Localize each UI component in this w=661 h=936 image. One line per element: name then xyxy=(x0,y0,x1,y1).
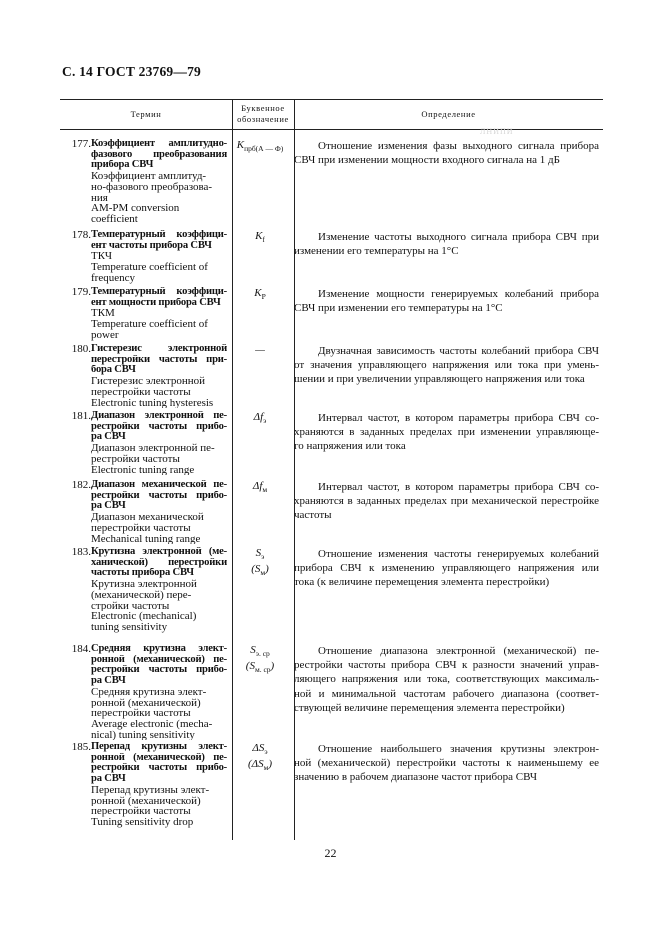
column-header-definition: Определение xyxy=(421,108,476,119)
term-synonym-line: power xyxy=(91,329,119,341)
term-number: 179. xyxy=(71,286,91,298)
definition-line: СВЧ при изменении мощности входного сигнала на 1 дБ xyxy=(294,154,560,167)
term-name-line: Гистерезис электронной xyxy=(91,344,227,354)
column-divider xyxy=(232,99,233,840)
term-synonym-line: coefficient xyxy=(91,213,138,225)
term-number: 184. xyxy=(71,643,91,655)
term-synonym-line: перестройки частоты xyxy=(91,386,191,398)
definition-line: ной и минимальной частотам рабочего диапазона (соответ- xyxy=(294,687,599,700)
term-name-line: рестройки частоты прибо- xyxy=(91,421,227,432)
term-name-line: Коэффициент амплитудно- xyxy=(91,139,227,149)
term-synonym-line: Electronic tuning range xyxy=(91,464,195,476)
term-synonym-line: Диапазон электронной пе- xyxy=(91,443,215,454)
term-name-line: Перепад крутизны элект- xyxy=(91,742,227,752)
term-synonym-line: Гистерезис электронной xyxy=(91,376,205,387)
term-synonym-line: Коэффициент амплитуд- xyxy=(91,171,207,182)
symbol-cell: $\Delta S_э$ $(\Delta S_м)$ xyxy=(247,742,273,772)
definition-cell xyxy=(294,287,599,315)
definition-line: СВЧ при изменении его температуры на 1°С xyxy=(294,302,503,315)
term-synonym-line: Temperature coefficient of xyxy=(91,319,208,330)
definition-line: го напряжения или тока xyxy=(294,440,406,453)
term-synonym-line: Крутизна электронной xyxy=(91,579,197,590)
term-synonym-line: (механической) пере- xyxy=(91,589,192,601)
term-number: 183. xyxy=(71,546,91,558)
symbol-cell xyxy=(232,344,288,356)
term-name-line: рестройки частоты прибо- xyxy=(91,665,227,676)
term-name-line: частоты прибора СВЧ xyxy=(91,568,194,579)
definition-line: прибора СВЧ к изменению управляющего напряжения или xyxy=(294,562,599,575)
term-synonym-line: Перепад крутизны элект- xyxy=(91,784,210,796)
definition-line: ной (механической) перестройки частоты к наименьшему ее xyxy=(294,757,599,770)
symbol-alt-main: S xyxy=(254,563,261,575)
term-name-line: перестройки частоты при- xyxy=(91,354,227,365)
term-synonym-line: ТКМ xyxy=(91,308,115,320)
term-synonym-line: Average electronic (mecha- xyxy=(91,718,213,730)
definition-line: Отношение изменения частоты генерируемых колебаний xyxy=(318,548,599,560)
symbol-subscript: э. ср xyxy=(255,649,270,658)
term-synonym-line: рестройки частоты xyxy=(91,453,180,465)
definition-cell xyxy=(294,644,599,715)
term-name-line: ронной (механической) пе- xyxy=(91,752,227,763)
symbol-cell xyxy=(232,230,288,246)
column-divider xyxy=(294,99,295,840)
term-synonym-line: tuning sensitivity xyxy=(91,621,168,633)
term-name-line: ра СВЧ xyxy=(91,676,126,687)
definition-cell xyxy=(294,742,599,785)
term-synonym-line: nical) tuning sensitivity xyxy=(91,729,195,741)
definition-line: ствующей величине перемещения элемента перестройки) xyxy=(294,701,565,714)
term-number: 182. xyxy=(71,479,91,491)
definition-cell xyxy=(294,230,599,258)
term-name-line: Температурный коэффици- xyxy=(91,287,227,297)
column-header-symbol: Буквенное обозначение xyxy=(237,103,289,124)
symbol-subscript: э xyxy=(263,416,267,425)
definition-cell xyxy=(294,139,599,167)
term-name-line: ра СВЧ xyxy=(91,774,126,785)
symbol-main: Δf xyxy=(252,480,263,492)
definition-line: Двузначная зависимость частоты колебаний прибора СВЧ xyxy=(318,345,599,357)
definition-line: ляющего напряжения или тока, соответствующих максималь- xyxy=(294,673,599,686)
term-name-line: ра СВЧ xyxy=(91,432,126,443)
definition-line: от значения управляющего напряжения или тока при умень- xyxy=(294,359,599,372)
term-synonym-line: Electronic tuning hysteresis xyxy=(91,397,214,409)
term-synonym-line: но-фазового преобразова- xyxy=(91,181,213,193)
symbol-alt-subscript: м. ср xyxy=(254,665,271,674)
term-name-line: ханической) перестройки xyxy=(91,557,227,568)
definition-line: Отношение наибольшего значения крутизны электрон- xyxy=(318,743,599,755)
term-number: 177. xyxy=(71,138,91,150)
symbol-main: Δf xyxy=(253,411,264,423)
term-synonym-line: перестройки частоты xyxy=(91,708,191,719)
symbol-alt-main: ΔS xyxy=(251,758,264,770)
definition-line: Изменение мощности генерируемых колебаний прибора xyxy=(318,288,599,300)
term-synonym-line: AM-PM conversion xyxy=(91,203,180,214)
term-synonym-line: перестройки частоты xyxy=(91,522,191,534)
term-number: 178. xyxy=(71,229,91,241)
term-synonym-line: Temperature coefficient of xyxy=(91,262,208,273)
term-number: 180. xyxy=(71,343,91,355)
symbol-cell: $S_э$ $(S_м)$ xyxy=(251,547,269,577)
symbol-cell: $S_{э. ср}$ $(S_{м. ср})$ xyxy=(245,644,275,674)
term-name-line: рестройки частоты прибо- xyxy=(91,490,227,501)
symbol-alt-main: S xyxy=(249,660,255,672)
term-synonym-line: Диапазон механической xyxy=(91,512,204,523)
page-title: С. 14 ГОСТ 23769—79 xyxy=(62,64,201,79)
symbol-subscript: f xyxy=(262,235,265,244)
definition-line: Интервал частот, в котором параметры прибора СВЧ со- xyxy=(318,412,599,424)
term-name-line: Диапазон электронной пе- xyxy=(91,411,227,421)
term-synonym-line: ронной (механической) xyxy=(91,697,201,709)
term-synonym-line: Tuning sensitivity drop xyxy=(91,816,194,828)
symbol-cell xyxy=(232,139,288,155)
term-name-line: Средняя крутизна элект- xyxy=(91,644,227,654)
term-synonym-line: Средняя крутизна элект- xyxy=(91,686,207,698)
definition-cell xyxy=(294,480,599,523)
definition-line: частоты xyxy=(294,509,332,522)
symbol-main: K xyxy=(255,230,263,242)
definition-cell xyxy=(294,411,599,454)
symbol-main: K xyxy=(236,139,245,151)
term-synonym-line: ТКЧ xyxy=(91,251,113,263)
term-name-line: бора СВЧ xyxy=(91,365,136,376)
definition-line: Отношение диапазона электронной (механической) пе- xyxy=(318,645,599,657)
term-name-line: ра СВЧ xyxy=(91,501,126,512)
symbol-subscript: P xyxy=(261,292,266,301)
symbol-alt-subscript: м xyxy=(260,568,266,577)
definition-line: Изменение частоты выходного сигнала прибора СВЧ при xyxy=(318,231,599,243)
definition-line: значению в рабочем диапазоне частот прибора СВЧ xyxy=(294,771,538,784)
symbol-main: K xyxy=(254,287,262,299)
term-synonym-line: перестройки частоты xyxy=(91,806,191,817)
term-name-line: Температурный коэффици- xyxy=(91,230,227,240)
symbol-cell xyxy=(232,287,288,303)
symbol-alt-subscript: м xyxy=(263,763,269,772)
term-name-line: прибора СВЧ xyxy=(91,160,154,171)
symbol-subscript: прб(А — Ф) xyxy=(244,144,284,153)
term-synonym-line: frequency xyxy=(91,272,135,284)
table-header-rule xyxy=(60,129,603,130)
term-name-line: рестройки частоты прибо- xyxy=(91,763,227,774)
term-synonym-line: стройки частоты xyxy=(91,600,170,612)
definition-line: Отношение изменения фазы выходного сигнала прибора xyxy=(318,140,599,152)
symbol-main: S xyxy=(255,547,262,559)
definition-line: храняются в заданных пределах при механической перестройке xyxy=(294,495,599,508)
term-synonym-line: ния xyxy=(91,192,108,204)
definition-cell xyxy=(294,344,599,387)
term-name-line: Крутизна электронной (ме- xyxy=(91,547,227,557)
term-name-line: фазового преобразования xyxy=(91,149,227,160)
term-number: 181. xyxy=(71,410,91,422)
definition-line: храняются в заданных пределах при изменении управляюще- xyxy=(294,426,599,439)
definition-line: изменении его температуры на 1°С xyxy=(294,245,459,258)
definition-line: шении и при увеличении управляющего напряжения или тока xyxy=(294,373,585,386)
term-name-line: ронной (механической) пе- xyxy=(91,654,227,665)
definition-line: тока (к величине перемещения элемента перестройки) xyxy=(294,576,550,589)
symbol-main: — xyxy=(255,344,265,356)
term-synonym-line: Electronic (mechanical) xyxy=(91,611,197,622)
term-name-line: ент частоты прибора СВЧ xyxy=(91,240,212,251)
scan-mark: ЛНИПИ xyxy=(480,127,514,136)
definition-line: рестройки частоты прибора СВЧ к разности значений управ- xyxy=(294,659,599,672)
symbol-subscript: м xyxy=(262,485,268,494)
symbol-cell xyxy=(232,411,288,427)
definition-line: Интервал частот, в котором параметры прибора СВЧ со- xyxy=(318,481,599,493)
symbol-main: S xyxy=(250,644,256,656)
term-synonym-line: Mechanical tuning range xyxy=(91,533,201,545)
term-synonym-line: ронной (механической) xyxy=(91,795,201,807)
page-number: 22 xyxy=(324,846,337,860)
symbol-subscript: э xyxy=(264,747,268,756)
definition-cell xyxy=(294,547,599,590)
symbol-subscript: э xyxy=(261,552,265,561)
term-name-line: Диапазон механической пе- xyxy=(91,480,227,490)
column-header-term: Термин xyxy=(130,108,162,119)
term-number: 185. xyxy=(71,741,91,753)
symbol-cell xyxy=(232,480,288,496)
symbol-main: ΔS xyxy=(252,742,265,754)
term-name-line: ент мощности прибора СВЧ xyxy=(91,297,221,308)
